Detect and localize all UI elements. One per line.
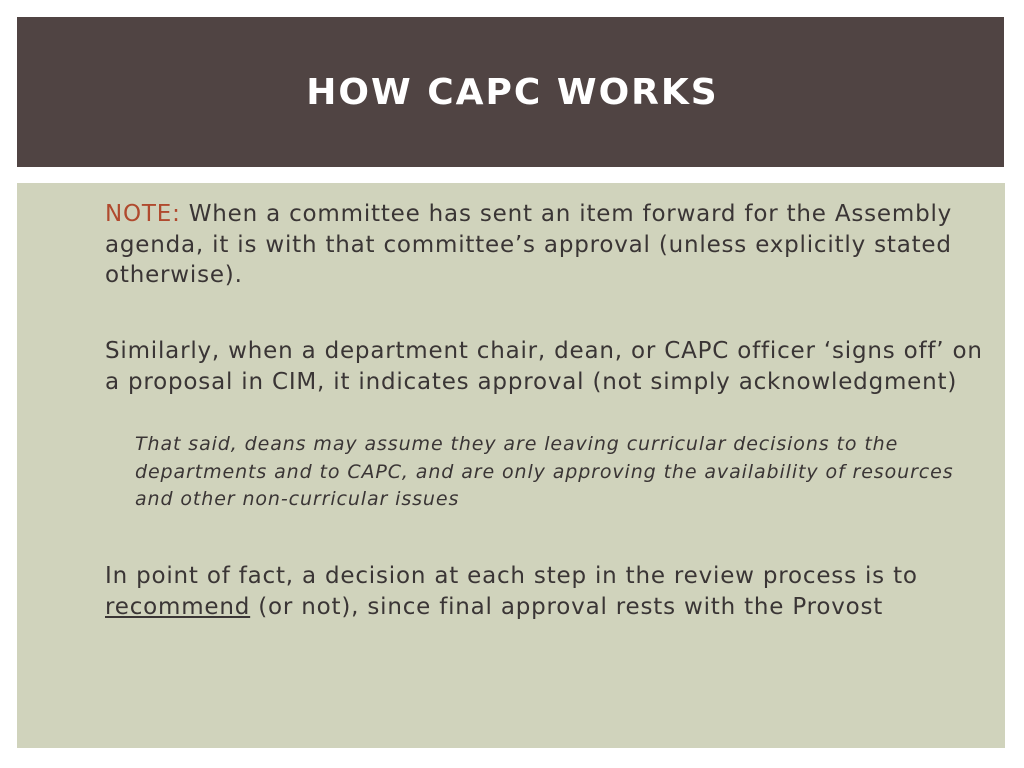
recommend-emphasis: recommend xyxy=(105,593,251,620)
note-label: NOTE: xyxy=(105,201,181,227)
recommend-paragraph xyxy=(105,561,985,622)
signoff-paragraph: Similarly, when a department chair, dean, or CAPC officer ‘signs off’ on a proposal in CIM, it indicates approval (not simply acknowledgment) xyxy=(105,338,983,395)
slide-title: HOW CAPC WORKS xyxy=(306,71,719,113)
content-panel xyxy=(17,183,1005,748)
title-band xyxy=(17,17,1004,167)
deans-sub-paragraph: That said, deans may assume they are leaving curricular decisions to the departments and to CAPC, and are only approving the availability of resources and other non-curricular issues xyxy=(135,433,954,510)
recommend-suffix: (or not), since final approval rests with the Provost xyxy=(250,593,884,620)
note-text: When a committee has sent an item forward for the Assembly agenda, it is with that committee’s approval (unless explicitly stated otherwise). xyxy=(105,201,953,288)
note-paragraph xyxy=(105,199,985,291)
recommend-prefix: In point of fact, a decision at each step in the review process is to xyxy=(105,563,918,589)
